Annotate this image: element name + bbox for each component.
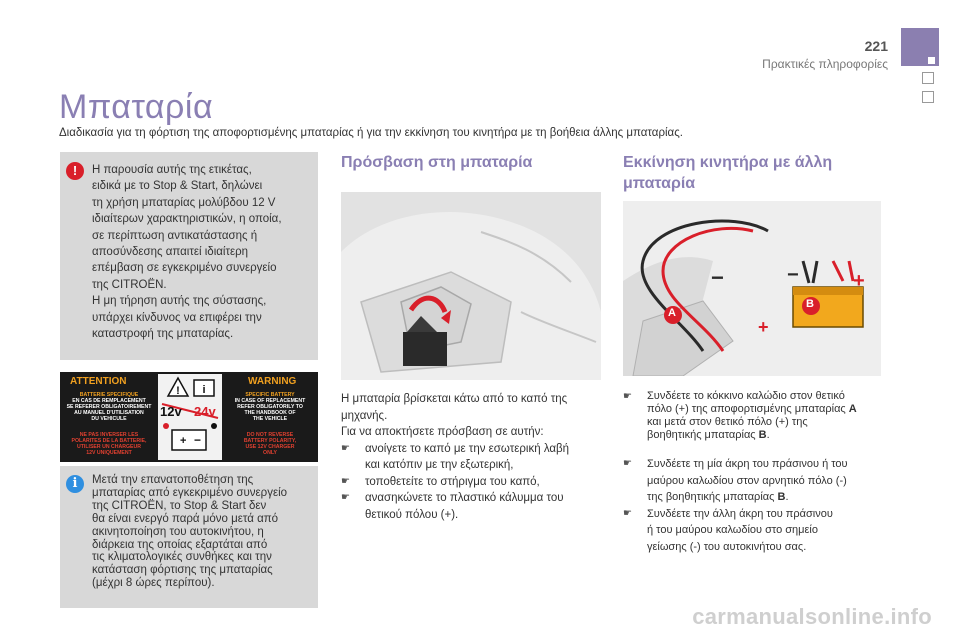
page-title: Μπαταρία bbox=[59, 88, 214, 126]
svg-text:+: + bbox=[758, 317, 769, 337]
attention-bottom-text bbox=[62, 432, 156, 456]
heading-line: Εκκίνηση κινητήρα με άλλη bbox=[623, 154, 833, 171]
step-text: . bbox=[785, 491, 789, 503]
step-line: Συνδέετε τη μία άκρη του πράσινου ή του bbox=[647, 458, 848, 470]
battery-a-label: A bbox=[668, 307, 676, 319]
warning-line: της CITROËN. bbox=[92, 278, 167, 291]
step-text: πόλο (+) της αποφορτισμένης μπαταρίας bbox=[647, 403, 849, 415]
step-text: της βοηθητικής μπαταρίας bbox=[647, 491, 778, 503]
step-line: ανοίγετε το καπό με την εσωτερική λαβή bbox=[365, 442, 570, 455]
jump-start-text bbox=[623, 390, 885, 555]
step-line bbox=[647, 403, 885, 416]
access-step bbox=[341, 474, 603, 491]
step-line bbox=[647, 429, 885, 442]
info-box bbox=[60, 466, 318, 608]
access-intro-3: Για να αποκτήσετε πρόσβαση σε αυτήν: bbox=[341, 426, 544, 438]
info-line: διάρκεια της οποίας εξαρτάται από bbox=[92, 538, 268, 551]
svg-text:!: ! bbox=[176, 385, 180, 397]
jump-start-steps bbox=[623, 390, 885, 442]
svg-text:−: − bbox=[787, 264, 799, 286]
section-tab-outline-2 bbox=[922, 91, 934, 103]
step-line bbox=[647, 489, 885, 506]
svg-text:+: + bbox=[853, 270, 865, 292]
jump-start-photo bbox=[623, 201, 881, 376]
step-line: και μετά στον θετικό πόλο (+) της bbox=[647, 416, 808, 428]
battery-b-ref: B bbox=[777, 491, 786, 503]
warning-line: Η μη τήρηση αυτής της σύστασης, bbox=[92, 295, 267, 308]
access-step bbox=[341, 490, 603, 523]
label-line: POLARITES DE LA BATTERIE, bbox=[71, 438, 147, 444]
step-line: και κατόπιν με την εξωτερική, bbox=[365, 459, 514, 471]
step-line: τοποθετείτε το στήριγμα του καπό, bbox=[365, 475, 540, 488]
bullet-arrow-icon: ☛ bbox=[623, 458, 632, 469]
step-text: . bbox=[766, 429, 770, 441]
battery-a-ref: A bbox=[848, 403, 857, 415]
label-line: THE VEHICLE bbox=[252, 416, 288, 422]
section-name: Πρακτικές πληροφορίες bbox=[762, 57, 888, 71]
label-line: USE 12V CHARGER bbox=[245, 444, 295, 450]
jump-step bbox=[623, 456, 885, 506]
label-line: UTILISER UN CHARGEUR bbox=[77, 444, 141, 450]
page-number: 221 bbox=[864, 38, 888, 54]
label-line: REFER OBLIGATORILY TO bbox=[237, 404, 303, 410]
label-line: SPECIFIC BATTERY bbox=[245, 392, 295, 398]
info-line: κατάσταση φόρτισης της μπαταρίας bbox=[92, 564, 273, 577]
label-line: AU MANUEL D'UTILISATION bbox=[74, 410, 144, 416]
warning-line: ιδιαίτερων χαρακτηριστικών, η οποία, bbox=[92, 213, 282, 226]
watermark: carmanualsonline.info bbox=[692, 604, 932, 629]
bullet-arrow-icon: ☛ bbox=[341, 442, 350, 454]
warning-line: επέμβαση σε εγκεκριμένο συνεργείο bbox=[92, 262, 277, 275]
step-line: γείωσης (-) του αυτοκινήτου σας. bbox=[647, 540, 807, 553]
warning-line: τη χρήση μπαταρίας μολύβδου 12 V bbox=[92, 196, 276, 209]
page-subtitle: Διαδικασία για τη φόρτιση της αποφορτισμένης μπαταρίας ή για την εκκίνηση του κινητήρα με τη βοήθεια άλλης μπαταρίας. bbox=[59, 127, 683, 139]
warning-bottom-text bbox=[224, 432, 316, 456]
exclamation-icon: ! bbox=[66, 162, 84, 180]
info-icon: i bbox=[66, 475, 84, 493]
info-line: της CITROËN, το Stop & Start δεν bbox=[92, 499, 267, 512]
label-line: BATTERIE SPECIFIQUE bbox=[79, 392, 139, 398]
attention-top-text bbox=[62, 392, 156, 422]
warning-text bbox=[92, 162, 314, 342]
info-line: ακινητοποίηση του αυτοκινήτου, η bbox=[92, 525, 264, 538]
warning-line: υπάρχει κίνδυνος να επιφέρει την bbox=[92, 311, 262, 324]
jump-step bbox=[623, 506, 885, 556]
voltage-12v: 12v bbox=[160, 404, 182, 419]
jump-start-illustration bbox=[623, 201, 881, 376]
battery-attention-label bbox=[60, 372, 318, 462]
info-line: τις κλιματολογικές συνθήκες και την bbox=[92, 551, 272, 564]
access-photo bbox=[341, 192, 601, 380]
svg-text:−: − bbox=[194, 433, 202, 447]
warning-top-text bbox=[224, 392, 316, 422]
voltage-24v: 24v bbox=[194, 404, 216, 419]
attention-title: ATTENTION bbox=[70, 376, 127, 387]
svg-text:−: − bbox=[711, 265, 724, 290]
warning-line: σε περίπτωση αντικατάστασης ή bbox=[92, 229, 258, 242]
bullet-arrow-icon: ☛ bbox=[623, 391, 632, 402]
label-line: DU VEHICULE bbox=[91, 416, 127, 422]
heading-line: μπαταρία bbox=[623, 175, 696, 192]
jump-step bbox=[623, 390, 885, 442]
step-line: Συνδέετε το κόκκινο καλώδιο στον θετικό bbox=[647, 390, 845, 402]
step-text: βοηθητικής μπαταρίας bbox=[647, 429, 759, 441]
step-line: ή του μαύρου καλωδίου στο σημείο bbox=[647, 524, 818, 536]
label-line: EN CAS DE REMPLACEMENT bbox=[72, 398, 146, 404]
warning-title: WARNING bbox=[248, 376, 297, 387]
svg-text:+: + bbox=[180, 435, 187, 447]
step-line: ανασηκώνετε το πλαστικό κάλυμμα του bbox=[365, 492, 564, 504]
svg-text:i: i bbox=[202, 384, 206, 396]
access-text bbox=[341, 391, 603, 523]
section-tab-dot bbox=[928, 57, 935, 64]
label-line: DO NOT REVERSE bbox=[246, 432, 294, 438]
step-line: μαύρου καλωδίου στον αρνητικό πόλο (-) bbox=[647, 474, 847, 487]
jump-start-heading bbox=[623, 152, 832, 194]
info-line: Μετά την επανατοποθέτηση της bbox=[92, 474, 254, 486]
warning-line: αποσύνδεσης απαιτεί ιδιαίτερη bbox=[92, 246, 249, 259]
bullet-arrow-icon: ☛ bbox=[341, 492, 350, 503]
label-pictograms bbox=[158, 374, 222, 460]
warning-line: Η παρουσία αυτής της ετικέτας, bbox=[92, 164, 252, 176]
info-line: θα είναι ενεργό παρά μόνο μετά από bbox=[92, 512, 279, 525]
info-text bbox=[92, 474, 316, 590]
jump-start-steps-2 bbox=[623, 456, 885, 555]
access-intro-2: μηχανής. bbox=[341, 409, 388, 422]
label-line: NE PAS INVERSER LES bbox=[79, 432, 139, 438]
info-line: (μέχρι 8 ώρες περίπου). bbox=[92, 577, 215, 590]
label-line: BATTERY POLARITY, bbox=[243, 438, 297, 444]
engine-bay-illustration bbox=[341, 192, 601, 380]
access-steps bbox=[341, 441, 603, 524]
access-step bbox=[341, 441, 603, 474]
warning-line: καταστροφή της μπαταρίας. bbox=[92, 328, 234, 341]
battery-b-ref: B bbox=[758, 429, 767, 441]
label-line: THE HANDBOOK OF bbox=[244, 410, 296, 416]
bullet-arrow-icon: ☛ bbox=[341, 475, 350, 487]
info-line: μπαταρίας από εγκεκριμένο συνεργείο bbox=[92, 486, 288, 499]
label-line: SE REFERER OBLIGATOIREMENT bbox=[66, 404, 152, 410]
bullet-arrow-icon: ☛ bbox=[623, 507, 632, 519]
access-intro-1: Η μπαταρία βρίσκεται κάτω από το καπό της bbox=[341, 393, 568, 405]
section-tab-outline-1 bbox=[922, 72, 934, 84]
label-line: 12V UNIQUEMENT bbox=[86, 450, 132, 456]
battery-b-label: B bbox=[806, 298, 814, 310]
warning-line: ειδικά με το Stop & Start, δηλώνει bbox=[92, 180, 263, 193]
access-heading: Πρόσβαση στη μπαταρία bbox=[341, 154, 533, 171]
step-line: Συνδέετε την άλλη άκρη του πράσινου bbox=[647, 507, 833, 520]
label-line: IN CASE OF REPLACEMENT bbox=[234, 398, 306, 404]
step-line: θετικού πόλου (+). bbox=[365, 508, 459, 521]
label-line: ONLY bbox=[263, 450, 277, 456]
warning-box bbox=[60, 152, 318, 360]
